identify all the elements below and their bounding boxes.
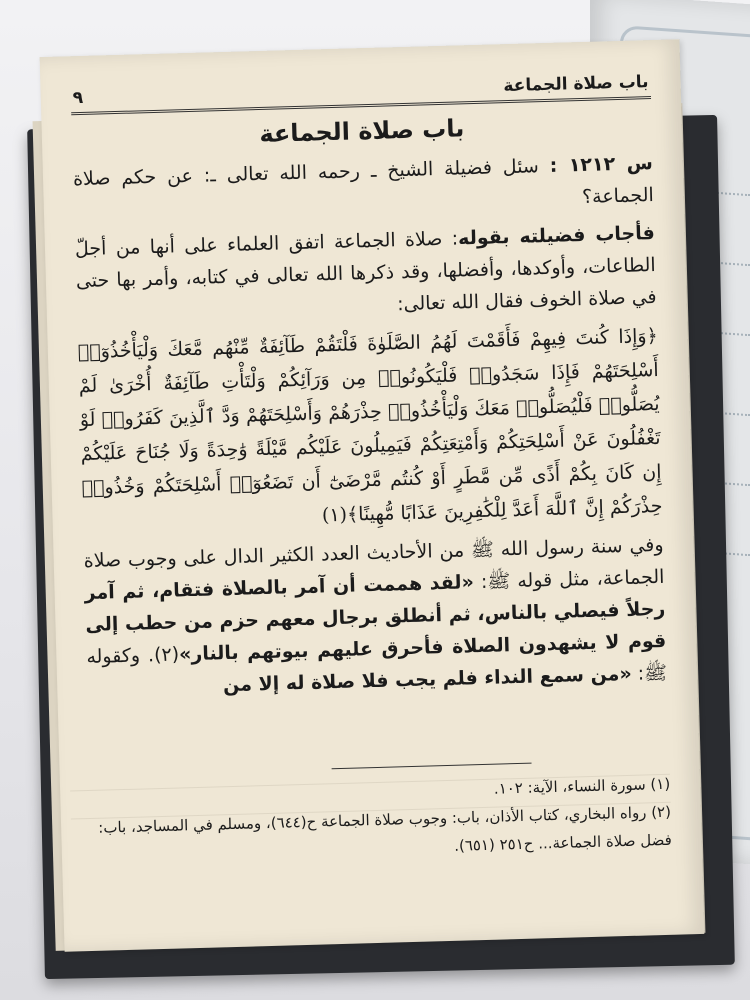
footnotes (90, 770, 672, 870)
answer-text: : صلاة الجماعة اتفق العلماء على أنها من أجلّ الطاعات، وأوكدها، وأفضلها، وقد ذكرها الله تعالى في كتابه، وأمر بها حتى في صلاة الخوف فقال الله تعالى: (74, 227, 657, 316)
verse-footnote-ref: (١) (321, 503, 348, 527)
answer-paragraph (75, 217, 657, 329)
quran-verse (77, 319, 662, 539)
question-number: س ١٢١٢ : (549, 152, 654, 177)
chapter-title: باب صلاة الجماعة (258, 114, 465, 148)
sunnah-paragraph (83, 529, 667, 705)
verse-text: وَإِذَا كُنتَ فِيهِمْ فَأَقَمْتَ لَهُمُ الصَّلَوٰةَ فَلْتَقُمْ طَآئِفَةٌ مِّنْهُم مَّعَكَ وَلْيَأْخُذُوٓا۟ أَسْلِحَتَهُمْ فَإِذَا سَجَدُوا۟ فَلْيَكُونُوا۟ مِن وَرَآئِكُمْ وَلْتَأْتِ طَآئِفَةٌ أُخْرَىٰ لَمْ يُصَلُّوا۟ فَلْيُصَلُّوا۟ مَعَكَ وَلْيَأْخُذُوا۟ حِذْرَهُمْ وَأَسْلِحَتَهُمْ وَدَّ ٱلَّذِينَ كَفَرُوا۟ لَوْ تَغْفُلُونَ عَنْ أَسْلِحَتِكُمْ وَأَمْتِعَتِكُمْ فَيَمِيلُونَ عَلَيْكُم مَّيْلَةً وَٰحِدَةً وَلَا جُنَاحَ عَلَيْكُمْ إِن كَانَ بِكُمْ أَذًى مِّن مَّطَرٍ أَوْ كُنتُم مَّرْضَىٰٓ أَن تَضَعُوٓا۟ أَسْلِحَتَكُمْ وَخُذُوا۟ حِذْرَكُمْ إِنَّ ٱللَّهَ أَعَدَّ لِلْكَٰفِرِينَ عَذَابًا مُّهِينًا (77, 325, 663, 526)
question-paragraph (73, 147, 655, 227)
answer-lead: فأجاب فضيلته بقوله (457, 222, 656, 250)
running-head-title: باب صلاة الجماعة (503, 72, 649, 97)
page-number: ٩ (72, 87, 84, 109)
footnote-rule (332, 763, 532, 770)
hadith-quote-1: «لقد هممت أن آمر بالصلاة فتقام، ثم آمر رجلاً فيصلي بالناس، ثم أنطلق برجال معهم حزم من حطب إلى قوم لا يشهدون الصلاة فأحرق عليهم بيوتهم بالنار» (84, 571, 667, 666)
footnote-2: (٢) رواه البخاري، كتاب الأذان، باب: وجوب صلاة الجماعة ح(٦٤٤)، ومسلم في المساجد، باب: فضل صلاة الجماعة... ح٢٥١ (٦٥١). (98, 802, 672, 855)
verse-close-bracket: ﴾ (346, 503, 359, 526)
footnote-1: (١) سورة النساء، الآية: ١٠٢. (493, 774, 671, 798)
sunnah-text-2: . وكقوله ﷺ: (86, 644, 668, 685)
hadith-footnote-ref: (٢) (153, 643, 180, 667)
page-text (63, 72, 681, 870)
question-text: سئل فضيلة الشيخ ـ رحمه الله تعالى ـ: عن حكم صلاة الجماعة؟ (72, 155, 655, 209)
hadith-quote-2: «من سمع النداء فلم يجب فلا صلاة له إلا من (222, 662, 632, 697)
sunnah-text: وفي سنة رسول الله ﷺ من الأحاديث العدد الكثير الدال على وجوب صلاة الجماعة، مثل قوله ﷺ: (83, 533, 665, 593)
verse-open-bracket: ﴿ (646, 324, 658, 348)
book-page (40, 39, 705, 952)
